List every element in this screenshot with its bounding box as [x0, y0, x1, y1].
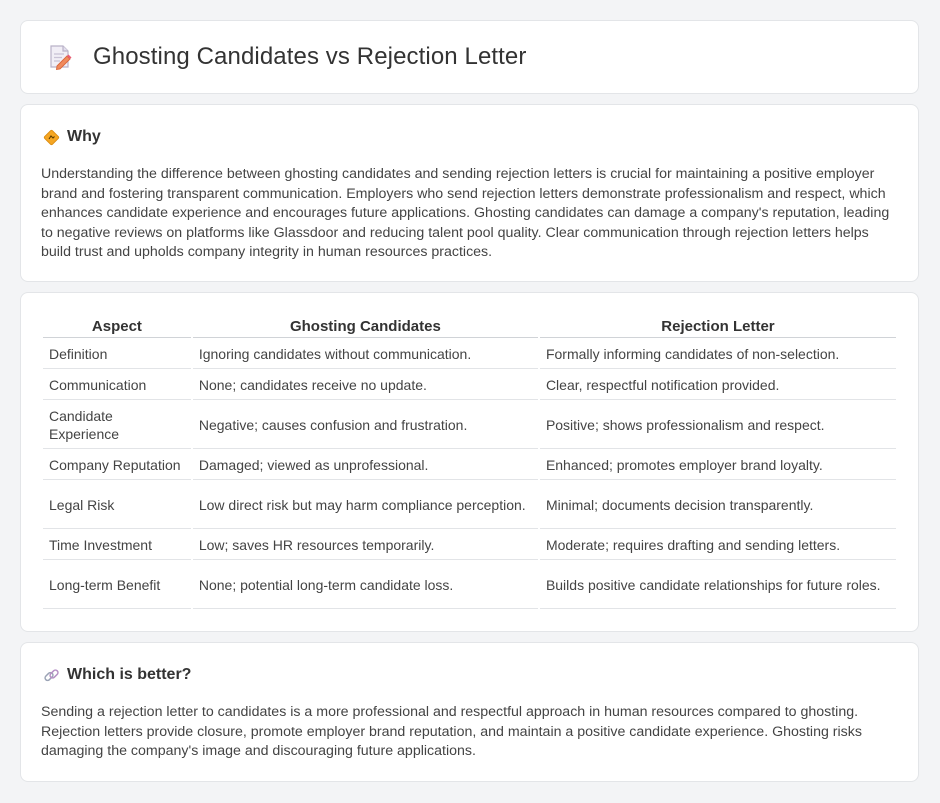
cell-aspect: Time Investment — [43, 529, 191, 560]
cell-rejection: Clear, respectful notification provided. — [540, 369, 896, 400]
header-rejection: Rejection Letter — [540, 314, 896, 338]
header-ghosting: Ghosting Candidates — [193, 314, 538, 338]
cell-ghosting: Negative; causes confusion and frustration. — [193, 400, 538, 449]
table-row — [43, 400, 896, 449]
cell-ghosting: Low; saves HR resources temporarily. — [193, 529, 538, 560]
why-body: Understanding the difference between ghosting candidates and sending rejection letters is crucial for maintaining a positive employer brand and fostering transparent communication. Employers who send rejection letters demonstrate professionalism and respect, which enhances candidate experience and encourages future applications. Ghosting candidates can damage a company's reputation, leading to negative reviews on platforms like Glassdoor and reducing talent pool quality. Clear communication through rejection letters helps build trust and upholds company integrity in human resources practices. — [41, 166, 890, 261]
table-header-row — [43, 314, 896, 338]
table-row — [43, 338, 896, 369]
document-pencil-icon — [47, 43, 73, 71]
better-heading: Which is better? — [67, 666, 192, 683]
cell-ghosting: Damaged; viewed as unprofessional. — [193, 449, 538, 480]
header-aspect: Aspect — [43, 314, 191, 338]
cell-rejection: Formally informing candidates of non-selection. — [540, 338, 896, 369]
cell-aspect: Candidate Experience — [43, 400, 191, 449]
cell-rejection: Minimal; documents decision transparently. — [540, 480, 896, 529]
diamond-sign-icon — [43, 129, 60, 146]
page-title: Ghosting Candidates vs Rejection Letter — [93, 43, 527, 70]
cell-ghosting: None; candidates receive no update. — [193, 369, 538, 400]
link-icon — [43, 667, 60, 684]
why-header — [43, 128, 101, 146]
cell-aspect: Long-term Benefit — [43, 560, 191, 609]
cell-aspect: Legal Risk — [43, 480, 191, 529]
comparison-section — [20, 292, 919, 632]
cell-aspect: Definition — [43, 338, 191, 369]
table-row — [43, 449, 896, 480]
title-row — [47, 43, 526, 71]
better-header — [43, 666, 191, 684]
table-row — [43, 529, 896, 560]
cell-rejection: Positive; shows professionalism and respect. — [540, 400, 896, 449]
better-body: Sending a rejection letter to candidates is a more professional and respectful approach in human resources compared to ghosting. Rejection letters provide closure, promote employer brand reputation, and maintain a positive candidate experience. Ghosting risks damaging the company's image and discouraging future applications. — [41, 704, 862, 760]
why-heading: Why — [67, 128, 101, 145]
cell-ghosting: Ignoring candidates without communication. — [193, 338, 538, 369]
cell-aspect: Communication — [43, 369, 191, 400]
table-row — [43, 369, 896, 400]
table-row — [43, 560, 896, 609]
cell-ghosting: Low direct risk but may harm compliance perception. — [193, 480, 538, 529]
cell-aspect: Company Reputation — [43, 449, 191, 480]
cell-rejection: Builds positive candidate relationships for future roles. — [540, 560, 896, 609]
cell-rejection: Moderate; requires drafting and sending letters. — [540, 529, 896, 560]
comparison-table — [41, 314, 898, 609]
cell-rejection: Enhanced; promotes employer brand loyalty. — [540, 449, 896, 480]
title-card — [20, 20, 919, 94]
table-row — [43, 480, 896, 529]
cell-ghosting: None; potential long-term candidate loss. — [193, 560, 538, 609]
why-section — [20, 104, 919, 282]
which-is-better-section — [20, 642, 919, 782]
